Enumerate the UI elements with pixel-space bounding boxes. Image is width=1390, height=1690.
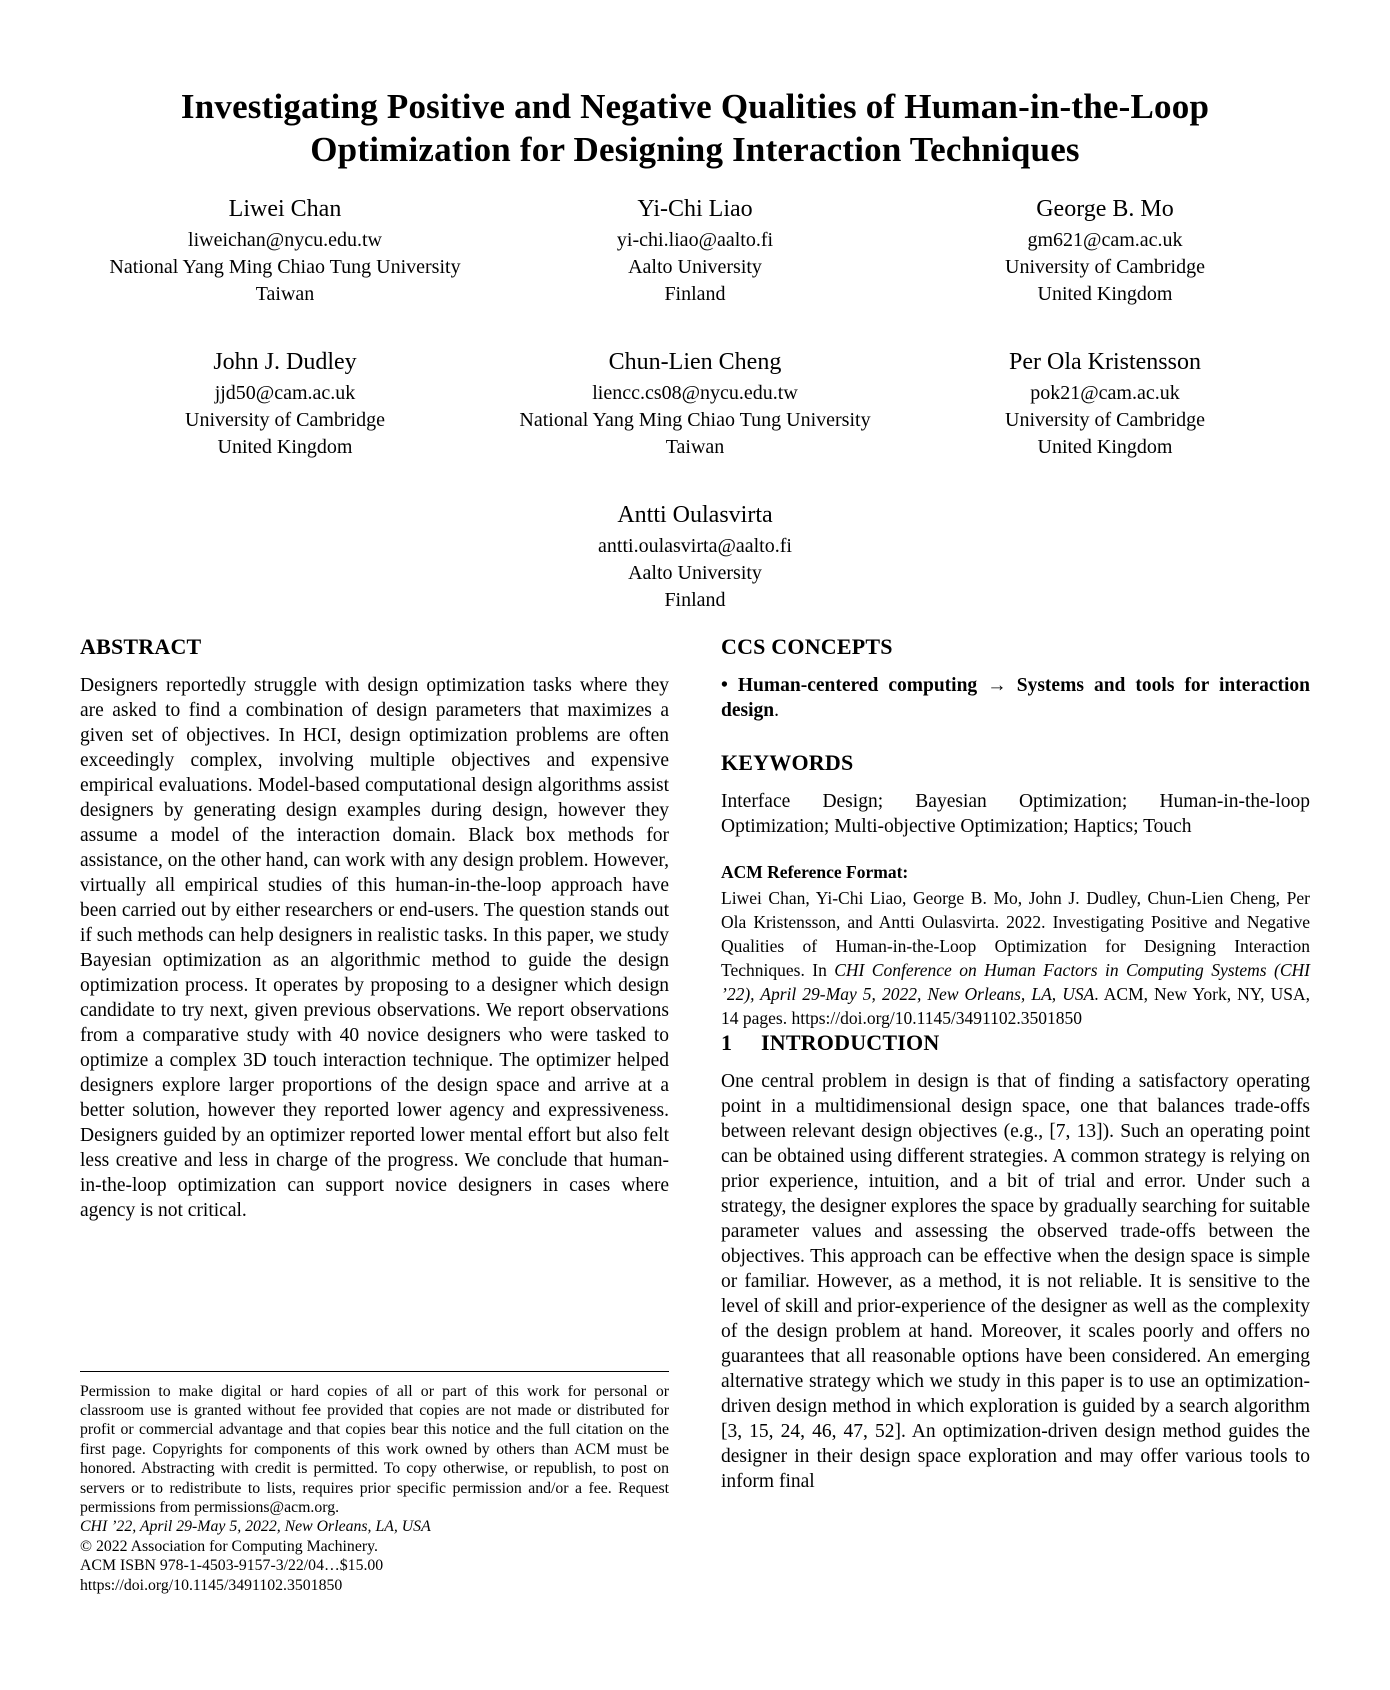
isbn-line: ACM ISBN 978-1-4503-9157-3/22/04…$15.00 <box>80 1557 384 1575</box>
footnote-rule <box>80 1371 669 1372</box>
copyright-footnote <box>80 1371 669 1595</box>
author-affiliation: National Yang Ming Chiao Tung University <box>109 256 461 278</box>
author-block <box>80 501 1310 614</box>
paper-title: Investigating Positive and Negative Qualities of Human-in-the-Loop Optimization for Designing Interaction Techniques <box>180 87 1210 169</box>
permission-text: Permission to make digital or hard copies of all or part of this work for personal or classroom use is granted without fee provided that copies are not made or distributed for profit or commercial advantage and that copies bear this notice and the full citation on the first page. Copyrights for components of this work owned by others than ACM must be honored. Abstracting with credit is permitted. To copy otherwise, or republish, to post on servers or to redistribute to lists, requires prior specific permission and/or a fee. Request permissions from permissions@acm.org. <box>80 1382 669 1516</box>
abstract-text: Designers reportedly struggle with design optimization tasks where they are asked to find a combination of design parameters that maximizes a given set of objectives. In HCI, design optimization problems are often exceedingly complex, involving multiple objectives and expensive empirical evaluations. Model-based computational design algorithms assist designers by generating design examples during design, however they assume a model of the interaction domain. Black box methods for assistance, on the other hand, can work with any design problem. However, virtually all empirical studies of this human-in-the-loop approach have been carried out by either researchers or end-users. The question stands out if such methods can help designers in realistic tasks. In this paper, we study Bayesian optimization as an algorithmic method to guide the design optimization process. It operates by proposing to a designer which design candidate to try next, given previous observations. We report observations from a comparative study with 40 novice designers who were tasked to optimize a complex 3D touch interaction technique. The optimizer helped designers explore larger proportions of the design space and arrive at a better solution, however they reported lower agency and expressiveness. Designers guided by an optimizer reported lower mental effort but also felt less creative and less in charge of the progress. We conclude that human-in-the-loop optimization can support novice designers in cases where agency is not critical. <box>80 675 669 1221</box>
copyright-line: © 2022 Association for Computing Machinery. <box>80 1537 378 1555</box>
author-email: liweichan@nycu.edu.tw <box>188 229 382 251</box>
ccs-heading: CCS CONCEPTS <box>721 634 893 659</box>
author-block <box>80 348 490 461</box>
reference-authors-title: Liwei Chan, Yi-Chi Liao, George B. Mo, John J. Dudley, Chun-Lien Cheng, Per Ola Kristensson, and Antti Oulasvirta. 2022. Investigating Positive and Negative Qualities of Human-in-the-Loop Optimization for Designing Interaction Techniques. In <box>721 888 1310 980</box>
author-country: United Kingdom <box>1037 436 1173 458</box>
ccs-concept: Systems and tools for interaction design <box>721 675 1310 721</box>
reference-publisher: . ACM, New York, NY, USA, 14 pages. <box>721 984 1310 1028</box>
author-country: United Kingdom <box>1037 283 1173 305</box>
author-email: yi-chi.liao@aalto.fi <box>616 229 774 251</box>
author-block <box>80 195 490 308</box>
acm-reference-text <box>721 886 1310 1030</box>
author-name: Yi-Chi Liao <box>637 196 753 222</box>
author-name: Antti Oulasvirta <box>617 502 773 528</box>
author-email: pok21@cam.ac.uk <box>1030 382 1180 404</box>
introduction-heading <box>721 1030 1310 1056</box>
author-country: Finland <box>664 283 726 305</box>
author-block <box>490 348 900 461</box>
author-country: Finland <box>664 589 726 611</box>
ccs-period: . <box>774 700 779 721</box>
author-block <box>900 348 1310 461</box>
author-email: antti.oulasvirta@aalto.fi <box>598 535 792 557</box>
author-affiliation: National Yang Ming Chiao Tung University <box>519 409 871 431</box>
author-affiliation: Aalto University <box>628 256 762 278</box>
author-name: Chun-Lien Cheng <box>608 349 782 375</box>
introduction-text: One central problem in design is that of finding a satisfactory operating point in a multidimensional design space, one that balances trade-offs between relevant design objectives (e.g., [7, 13]). Such an operating point can be obtained using different strategies. A common strategy is relying on prior experience, intuition, and a bit of trial and error. Under such a strategy, the designer explores the space by gradually searching for suitable parameter values and assessing the observed trade-offs between the objectives. This approach can be effective when the design space is simple or familiar. However, as a method, it is not reliable. It is sensitive to the level of skill and prior-experience of the designer as well as the complexity of the design problem at hand. Moreover, it scales poorly and offers no guarantees that all reasonable options have been considered. An emerging alternative strategy which we study in this paper is to use an optimization-driven design method in which exploration is guided by a search algorithm [3, 15, 24, 46, 47, 52]. An optimization-driven design method guides the designer in their design space exploration and may offer various tools to inform final <box>721 1071 1310 1492</box>
right-column <box>721 634 1310 1595</box>
author-email: gm621@cam.ac.uk <box>1027 229 1183 251</box>
reference-venue: CHI Conference on Human Factors in Computing Systems (CHI ’22), April 29-May 5, 2022, New Orleans, LA, USA <box>721 960 1310 1004</box>
author-affiliation: University of Cambridge <box>1005 409 1205 431</box>
author-email: jjd50@cam.ac.uk <box>214 382 356 404</box>
authors-block <box>80 195 1310 614</box>
section-title: INTRODUCTION <box>761 1030 940 1055</box>
author-affiliation: University of Cambridge <box>1005 256 1205 278</box>
left-column <box>80 634 669 1595</box>
venue-line: CHI ’22, April 29-May 5, 2022, New Orleans, LA, USA <box>80 1518 431 1536</box>
doi-link[interactable] <box>80 1576 669 1595</box>
reference-doi-url[interactable]: https://doi.org/10.1145/3491102.3501850 <box>791 1008 1083 1028</box>
ccs-category: Human-centered computing <box>737 675 978 696</box>
ccs-text <box>721 673 1310 723</box>
author-name: George B. Mo <box>1036 196 1174 222</box>
doi-url[interactable]: https://doi.org/10.1145/3491102.3501850 <box>80 1576 343 1594</box>
abstract-heading: ABSTRACT <box>80 634 202 659</box>
author-country: Taiwan <box>255 283 315 305</box>
author-block <box>900 195 1310 308</box>
ccs-arrow: → <box>977 675 1017 696</box>
author-block <box>490 195 900 308</box>
acm-reference-heading: ACM Reference Format: <box>721 862 909 882</box>
author-email: liencc.cs08@nycu.edu.tw <box>592 382 798 404</box>
section-number: 1 <box>721 1030 733 1055</box>
author-affiliation: Aalto University <box>628 562 762 584</box>
keywords-text: Interface Design; Bayesian Optimization; Human-in-the-loop Optimization; Multi-objective Optimization; Haptics; Touch <box>721 791 1310 837</box>
author-name: John J. Dudley <box>213 349 357 375</box>
ccs-bullet: • <box>721 675 738 696</box>
keywords-heading: KEYWORDS <box>721 750 854 775</box>
author-affiliation: University of Cambridge <box>185 409 385 431</box>
author-name: Liwei Chan <box>228 196 342 222</box>
author-country: United Kingdom <box>217 436 353 458</box>
author-name: Per Ola Kristensson <box>1009 349 1201 375</box>
author-country: Taiwan <box>665 436 725 458</box>
two-column-body <box>80 634 1310 1595</box>
